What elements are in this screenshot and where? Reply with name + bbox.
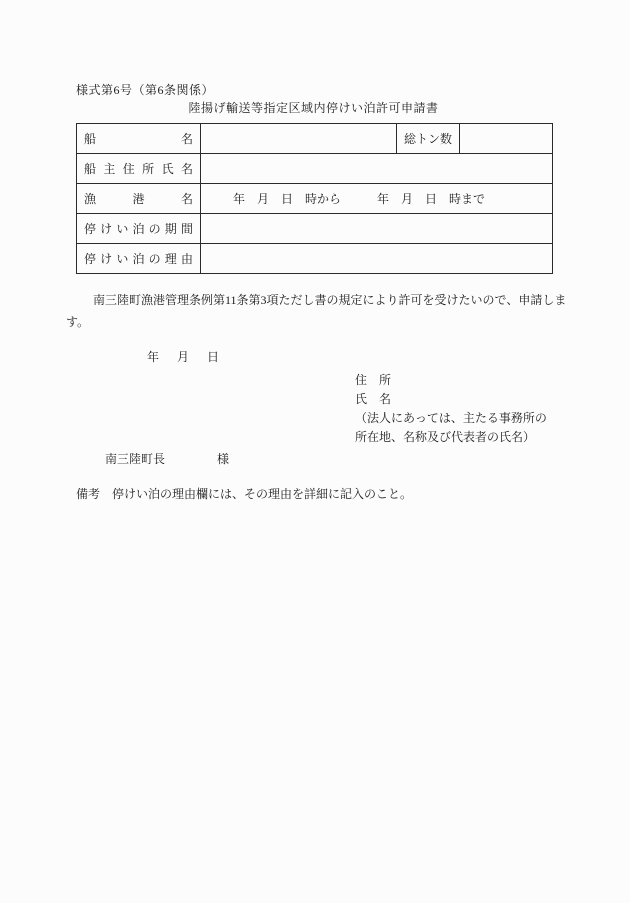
table-row-mooring-reason <box>77 244 553 274</box>
fishing-port-value-cell <box>201 184 553 214</box>
table-row-ship-name <box>77 124 553 154</box>
mooring-period-label-cell <box>77 214 201 244</box>
table-row-fishing-port <box>77 184 553 214</box>
owner-label-cell <box>77 154 201 184</box>
mooring-period-label: 停 け い 泊 の 期 間 <box>84 222 193 236</box>
owner-address-name-label: 船 主 住 所 氏 名 <box>84 162 193 176</box>
application-date-line <box>147 348 219 365</box>
address-label: 住 所 <box>355 373 392 387</box>
addressee-line <box>105 450 229 467</box>
fishing-port-label-cell <box>77 184 201 214</box>
mooring-reason-label: 停 け い 泊 の 理 由 <box>84 252 193 266</box>
date-day-label: 日 <box>207 350 220 364</box>
addressee-name: 南三陸町長 <box>105 452 166 466</box>
datetime-to: 年 月 日 時まで <box>377 192 486 206</box>
ship-name-label-cell <box>77 124 201 154</box>
ship-name-label: 船 名 <box>84 132 193 146</box>
ship-name-value-cell <box>201 124 397 154</box>
mooring-reason-label-cell <box>77 244 201 274</box>
table-row-mooring-period <box>77 214 553 244</box>
addressee-honorific: 様 <box>217 452 230 466</box>
mooring-period-value-cell <box>201 214 553 244</box>
owner-value-cell <box>201 154 553 184</box>
request-statement-line2: す。 <box>66 315 90 329</box>
date-year-label: 年 <box>147 350 160 364</box>
applicant-signature-block <box>355 371 547 447</box>
datetime-from: 年 月 日 時から <box>233 192 342 206</box>
remarks-note: 備考 停けい泊の理由欄には、その理由を詳細に記入のこと。 <box>76 487 413 501</box>
form-title: 陸揚げ輸送等指定区域内停けい泊許可申請書 <box>188 101 439 115</box>
fishing-port-label: 漁 港 名 <box>84 192 193 206</box>
corporate-note-line2: 所在地、名称及び代表者の氏名） <box>355 430 536 444</box>
form-number: 様式第6号（第6条関係） <box>76 83 215 97</box>
mooring-datetime-range <box>201 184 552 213</box>
application-table <box>76 123 553 274</box>
gross-tonnage-value-cell <box>460 124 553 154</box>
name-label: 氏 名 <box>355 392 392 406</box>
mooring-reason-value-cell <box>201 244 553 274</box>
table-row-owner <box>77 154 553 184</box>
gross-tonnage-label: 総トン数 <box>397 124 460 154</box>
date-month-label: 月 <box>177 350 190 364</box>
corporate-note-line1: （法人にあっては、主たる事務所の <box>355 411 547 425</box>
request-statement-line1: 南三陸町漁港管理条例第11条第3項ただし書の規定により許可を受けたいので、申請しま <box>93 293 567 307</box>
